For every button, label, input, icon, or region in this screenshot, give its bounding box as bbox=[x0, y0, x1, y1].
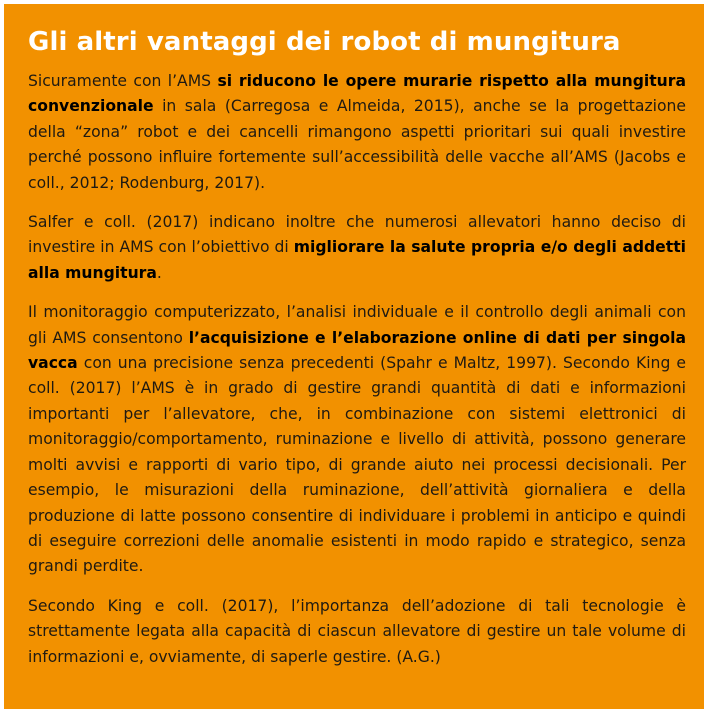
paragraph-1-highlight: si riducono le opere murarie rispetto alla mungitura convenzionale bbox=[28, 72, 686, 116]
paragraph-2-text-a: Salfer e coll. (2017) indicano inoltre che numerosi allevatori hanno deciso di investire in AMS con l’obiettivo di bbox=[28, 213, 686, 257]
paragraph-3 bbox=[28, 300, 686, 579]
paragraph-2-highlight: migliorare la salute propria e/o degli addetti alla mungitura bbox=[28, 238, 686, 282]
paragraph-3-text-a: Il monitoraggio computerizzato, l’analisi individuale e il controllo degli animali con gli AMS consentono bbox=[28, 303, 686, 347]
paragraph-1-text-c: in sala (Carregosa e Almeida, 2015), anche se la progettazione della “zona” robot e dei cancelli rimangono aspetti prioritari sui quali investire perché possono influire fortemente sull’accessibilità delle vacche all’AMS (Jacobs e coll., 2012; Rodenburg, 2017). bbox=[28, 97, 686, 192]
paragraph-1 bbox=[28, 69, 686, 196]
paragraph-3-text-c: con una precisione senza precedenti (Spahr e Maltz, 1997). Secondo King e coll. (2017) l’AMS è in grado di gestire grandi quantità di dati e informazioni importanti per l’allevatore, che, in combinazione con sistemi elettronici di monitoraggio/comportamento, ruminazione e livello di attività, possono generare molti avvisi e rapporti di vario tipo, di grande aiuto nei processi decisionali. Per esempio, le misurazioni della ruminazione, dell’attività giornaliera e della produzione di latte possono consentire di individuare i problemi in anticipo e quindi di eseguire correzioni delle anomalie esistenti in modo rapido e strategico, senza grandi perdite. bbox=[28, 354, 686, 576]
paragraph-1-text-a: Sicuramente con l’AMS bbox=[28, 72, 218, 90]
article-title: Gli altri vantaggi dei robot di mungitura bbox=[28, 27, 621, 57]
paragraph-4-text: Secondo King e coll. (2017), l’importanza dell’adozione di tali tecnologie è strettamente legata alla capacità di ciascun allevatore di gestire un tale volume di informazioni e, ovviamente, di saperle gestire. (A.G.) bbox=[28, 596, 686, 666]
paragraph-2-text-c: . bbox=[156, 263, 162, 282]
paragraph-2 bbox=[28, 210, 686, 286]
article-box bbox=[4, 4, 704, 709]
paragraph-4 bbox=[28, 594, 686, 670]
paragraph-3-highlight: l’acquisizione e l’elaborazione online di dati per singola vacca bbox=[28, 328, 686, 373]
